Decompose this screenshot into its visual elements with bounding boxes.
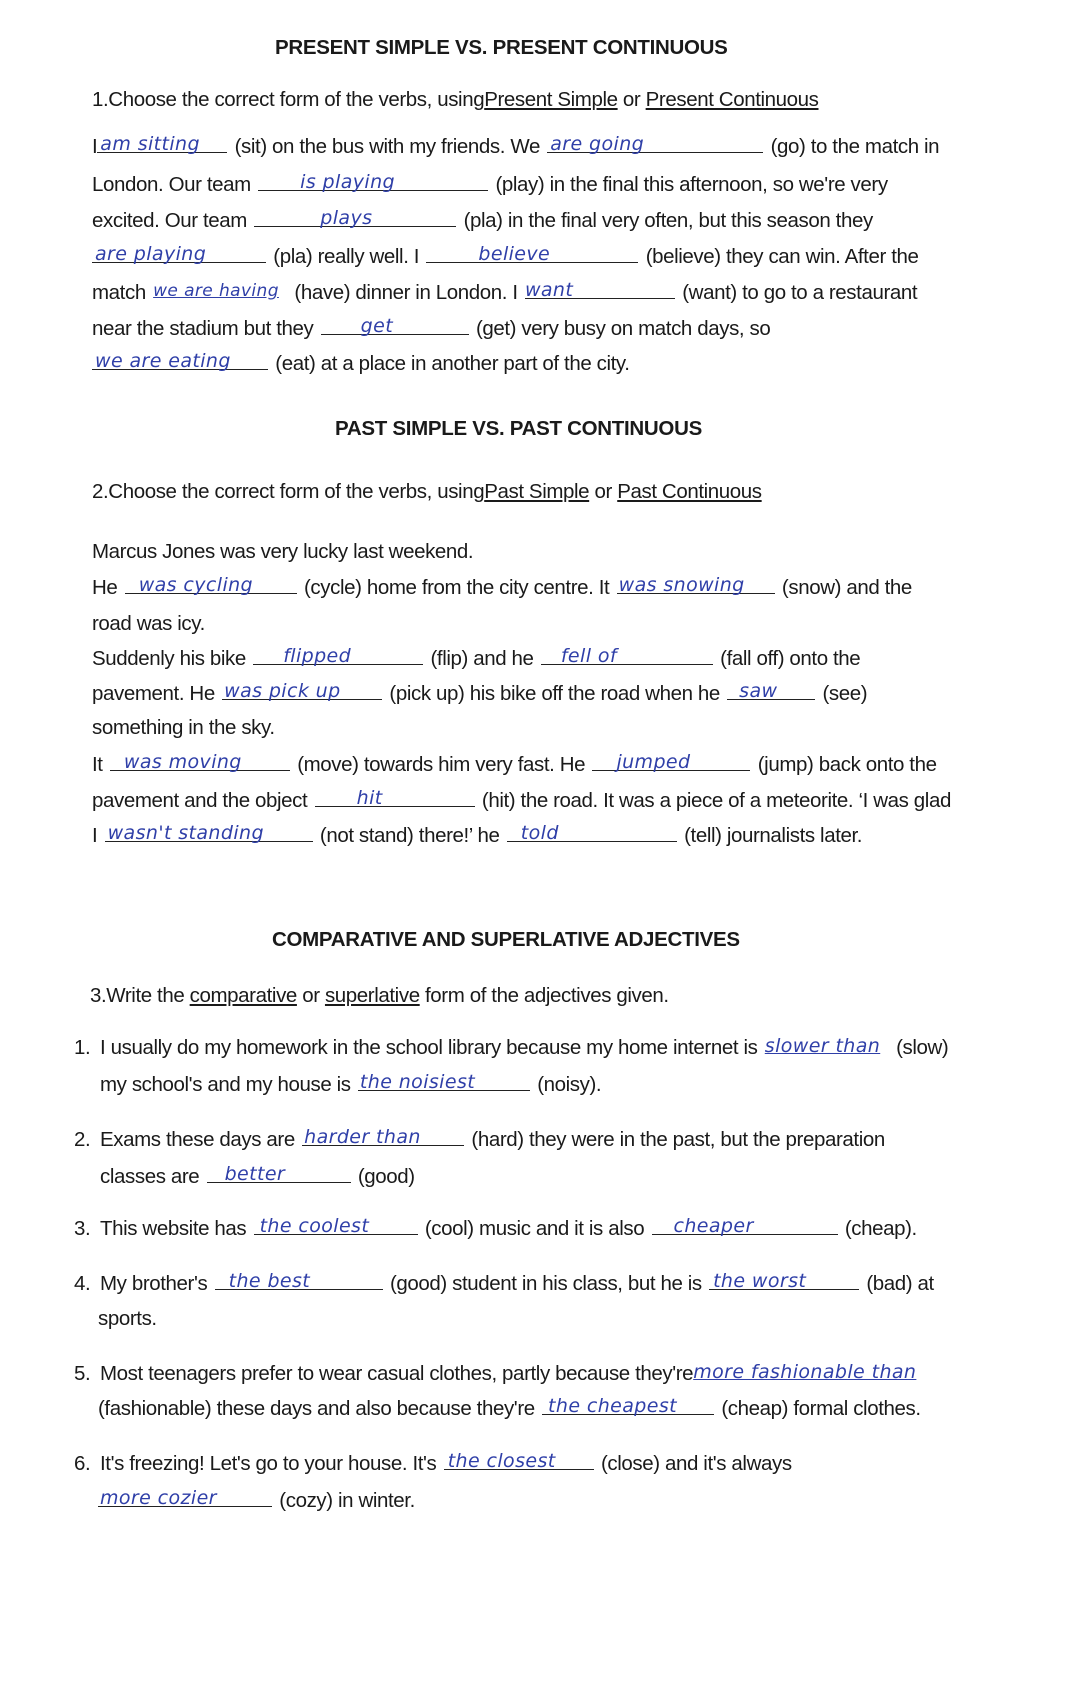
q6-line-2 bbox=[98, 1485, 415, 1515]
text: excited. Our team bbox=[92, 209, 247, 232]
text: (cheap) formal clothes. bbox=[721, 1397, 921, 1420]
text: He bbox=[92, 576, 118, 599]
instr-option-1: Past Simple bbox=[484, 480, 590, 503]
text: (cheap). bbox=[844, 1217, 917, 1240]
s2-line-5 bbox=[92, 678, 867, 708]
s1-line-2 bbox=[92, 169, 888, 199]
handwritten-answer: get bbox=[360, 315, 394, 337]
instr-option-2: Past Continuous bbox=[617, 480, 762, 503]
q5-line-1 bbox=[74, 1358, 917, 1388]
section3-heading: COMPARATIVE AND SUPERLATIVE ADJECTIVES bbox=[272, 928, 740, 951]
handwritten-answer: was snowing bbox=[618, 574, 745, 596]
instr-or: or bbox=[622, 88, 641, 111]
text: (good) student in his class, but he is bbox=[389, 1272, 702, 1295]
handwritten-answer: the worst bbox=[713, 1270, 807, 1292]
instr-or: or bbox=[302, 984, 320, 1007]
handwritten-answer: slower than bbox=[764, 1035, 881, 1057]
s2-line-7 bbox=[92, 749, 937, 779]
question-number: 6. bbox=[74, 1452, 91, 1475]
handwritten-answer: we are eating bbox=[95, 350, 231, 372]
q4-line-1 bbox=[74, 1268, 934, 1298]
handwritten-answer: flipped bbox=[283, 645, 352, 667]
text: (want) to go to a restaurant bbox=[682, 281, 918, 304]
text: (bad) at bbox=[866, 1272, 934, 1295]
text: (hard) they were in the past, but the preparation bbox=[471, 1128, 885, 1151]
text: (have) dinner in London. I bbox=[294, 281, 518, 304]
handwritten-answer: are playing bbox=[95, 243, 207, 265]
handwritten-answer: hit bbox=[356, 787, 383, 809]
answer-blank[interactable] bbox=[105, 820, 313, 842]
answer-blank[interactable] bbox=[652, 1213, 838, 1235]
answer-blank[interactable] bbox=[110, 749, 290, 771]
answer-blank[interactable] bbox=[547, 131, 763, 153]
s2-line-3: road was icy. bbox=[92, 612, 205, 635]
text: This website has bbox=[100, 1217, 247, 1240]
text: (flip) and he bbox=[430, 647, 534, 670]
answer-blank[interactable] bbox=[617, 572, 775, 594]
answer-blank[interactable] bbox=[541, 643, 713, 665]
text: (pla) really well. I bbox=[273, 245, 420, 268]
s1-line-6 bbox=[92, 313, 770, 343]
text: match bbox=[92, 281, 146, 304]
answer-blank[interactable] bbox=[254, 205, 456, 227]
s2-line-2 bbox=[92, 572, 912, 602]
handwritten-answer: the noisiest bbox=[359, 1071, 476, 1093]
question-number: 1. bbox=[74, 1036, 91, 1059]
handwritten-answer: more fashionable than bbox=[693, 1361, 917, 1383]
handwritten-answer: is playing bbox=[300, 171, 395, 193]
instr-option-1: comparative bbox=[189, 984, 297, 1007]
text: (fall off) onto the bbox=[720, 647, 861, 670]
text: I bbox=[92, 824, 98, 847]
handwritten-answer: jumped bbox=[616, 751, 691, 773]
answer-blank[interactable] bbox=[92, 241, 266, 263]
s2-line-8 bbox=[92, 785, 951, 815]
handwritten-answer: want bbox=[524, 279, 574, 301]
text: I usually do my homework in the school library because my home internet is bbox=[100, 1036, 758, 1059]
text: pavement and the object bbox=[92, 789, 308, 812]
instr-option-1: Present Simple bbox=[484, 88, 618, 111]
answer-blank[interactable] bbox=[98, 1485, 272, 1507]
text: (good) bbox=[357, 1165, 415, 1188]
instr-text: form of the adjectives given. bbox=[425, 984, 669, 1007]
section1-instructions bbox=[92, 86, 819, 114]
text: (see) bbox=[822, 682, 868, 705]
s2-line-4 bbox=[92, 643, 860, 673]
instr-text: 2.Choose the correct form of the verbs, using bbox=[92, 480, 485, 503]
q5-line-2 bbox=[98, 1393, 921, 1423]
text: It bbox=[92, 753, 103, 776]
question-number: 4. bbox=[74, 1272, 91, 1295]
question-number: 2. bbox=[74, 1128, 91, 1151]
text: (slow) bbox=[896, 1036, 949, 1059]
q2-line-2 bbox=[100, 1161, 415, 1191]
text: (close) and it's always bbox=[601, 1452, 792, 1475]
answer-blank[interactable] bbox=[444, 1448, 594, 1470]
text: (pick up) his bike off the road when he bbox=[389, 682, 720, 705]
text: Suddenly his bike bbox=[92, 647, 246, 670]
answer-blank[interactable] bbox=[426, 241, 638, 263]
text: my school's and my house is bbox=[100, 1073, 351, 1096]
handwritten-answer: the coolest bbox=[259, 1215, 370, 1237]
text: (get) very busy on match days, so bbox=[475, 317, 771, 340]
s1-line-4 bbox=[92, 241, 919, 271]
s2-line-9 bbox=[92, 820, 862, 850]
instr-text: 1.Choose the correct form of the verbs, using bbox=[92, 88, 485, 111]
handwritten-answer: cheaper bbox=[673, 1215, 754, 1237]
answer-blank[interactable] bbox=[97, 131, 227, 153]
s1-line-5 bbox=[92, 277, 917, 307]
answer-blank[interactable] bbox=[727, 678, 815, 700]
s2-line-6: something in the sky. bbox=[92, 716, 275, 739]
handwritten-answer: saw bbox=[739, 680, 778, 702]
text: (fashionable) these days and also because they're bbox=[98, 1397, 535, 1420]
answer-blank[interactable] bbox=[321, 313, 469, 335]
handwritten-answer: am sitting bbox=[100, 133, 200, 155]
q3-line-1 bbox=[74, 1213, 917, 1243]
instr-text: 3.Write the bbox=[90, 984, 185, 1007]
answer-blank[interactable] bbox=[153, 277, 287, 299]
handwritten-answer: are going bbox=[550, 133, 645, 155]
text: classes are bbox=[100, 1165, 200, 1188]
text: (tell) journalists later. bbox=[684, 824, 863, 847]
handwritten-answer: told bbox=[520, 822, 559, 844]
handwritten-answer: plays bbox=[320, 207, 373, 229]
text: (cool) music and it is also bbox=[424, 1217, 645, 1240]
s2-line-1: Marcus Jones was very lucky last weekend. bbox=[92, 540, 474, 563]
handwritten-answer: believe bbox=[478, 243, 551, 265]
handwritten-answer: was cycling bbox=[138, 574, 254, 596]
handwritten-answer: harder than bbox=[304, 1126, 421, 1148]
handwritten-answer: was moving bbox=[123, 751, 242, 773]
answer-blank[interactable] bbox=[507, 820, 677, 842]
text: (believe) they can win. After the bbox=[645, 245, 919, 268]
answer-blank[interactable] bbox=[92, 348, 268, 370]
handwritten-answer: was pick up bbox=[224, 680, 341, 702]
handwritten-answer: fell of bbox=[560, 645, 617, 667]
section2-heading: PAST SIMPLE VS. PAST CONTINUOUS bbox=[335, 417, 702, 440]
handwritten-answer: the closest bbox=[447, 1450, 556, 1472]
answer-blank[interactable] bbox=[207, 1161, 351, 1183]
text: pavement. He bbox=[92, 682, 215, 705]
answer-blank[interactable] bbox=[542, 1393, 714, 1415]
answer-blank[interactable] bbox=[358, 1069, 530, 1091]
answer-blank[interactable] bbox=[222, 678, 382, 700]
q1-line-2 bbox=[100, 1069, 601, 1099]
handwritten-answer: the cheapest bbox=[548, 1395, 677, 1417]
text: (noisy). bbox=[537, 1073, 602, 1096]
section1-heading: PRESENT SIMPLE VS. PRESENT CONTINUOUS bbox=[275, 36, 728, 59]
question-number: 3. bbox=[74, 1217, 91, 1240]
text: (jump) back onto the bbox=[757, 753, 937, 776]
s1-line-3 bbox=[92, 205, 873, 235]
handwritten-answer: more cozier bbox=[100, 1487, 217, 1509]
instr-or: or bbox=[594, 480, 612, 503]
answer-blank[interactable] bbox=[215, 1268, 383, 1290]
text: (move) towards him very fast. He bbox=[297, 753, 586, 776]
handwritten-answer: better bbox=[224, 1163, 286, 1185]
instr-option-2: superlative bbox=[324, 984, 420, 1007]
text: near the stadium but they bbox=[92, 317, 314, 340]
s1-line-7 bbox=[92, 348, 630, 378]
q6-line-1 bbox=[74, 1448, 792, 1478]
text: My brother's bbox=[100, 1272, 208, 1295]
text: (snow) and the bbox=[781, 576, 912, 599]
handwritten-answer: we are having bbox=[153, 281, 279, 301]
text: (cycle) home from the city centre. It bbox=[304, 576, 610, 599]
answer-blank[interactable] bbox=[254, 1213, 418, 1235]
answer-blank[interactable] bbox=[709, 1268, 859, 1290]
q1-line-1 bbox=[74, 1032, 948, 1062]
answer-blank[interactable] bbox=[693, 1358, 917, 1383]
answer-blank[interactable] bbox=[764, 1032, 889, 1057]
text: (pla) in the final very often, but this season they bbox=[463, 209, 873, 232]
handwritten-answer: wasn't standing bbox=[107, 822, 264, 844]
handwritten-answer: the best bbox=[228, 1270, 311, 1292]
section3-instructions bbox=[90, 982, 669, 1010]
answer-blank[interactable] bbox=[125, 572, 297, 594]
section2-instructions bbox=[92, 478, 762, 506]
text: I bbox=[92, 135, 98, 158]
q4-line-2: sports. bbox=[98, 1307, 157, 1330]
text: It's freezing! Let's go to your house. It's bbox=[100, 1452, 437, 1475]
answer-blank[interactable] bbox=[315, 785, 475, 807]
answer-blank[interactable] bbox=[253, 643, 423, 665]
s1-line-1 bbox=[92, 131, 939, 161]
text: (eat) at a place in another part of the city. bbox=[275, 352, 630, 375]
text: (play) in the final this afternoon, so we're very bbox=[495, 173, 888, 196]
text: (hit) the road. It was a piece of a meteorite. ‘I was glad bbox=[481, 789, 951, 812]
question-number: 5. bbox=[74, 1362, 91, 1385]
text: Most teenagers prefer to wear casual clothes, partly because they're bbox=[100, 1362, 694, 1385]
text: (sit) on the bus with my friends. We bbox=[234, 135, 540, 158]
answer-blank[interactable] bbox=[258, 169, 488, 191]
text: London. Our team bbox=[92, 173, 251, 196]
instr-option-2: Present Continuous bbox=[645, 88, 819, 111]
answer-blank[interactable] bbox=[525, 277, 675, 299]
text: (cozy) in winter. bbox=[279, 1489, 415, 1512]
answer-blank[interactable] bbox=[592, 749, 750, 771]
text: Exams these days are bbox=[100, 1128, 295, 1151]
q2-line-1 bbox=[74, 1124, 885, 1154]
text: (not stand) there!’ he bbox=[319, 824, 500, 847]
answer-blank[interactable] bbox=[302, 1124, 464, 1146]
text: (go) to the match in bbox=[770, 135, 940, 158]
